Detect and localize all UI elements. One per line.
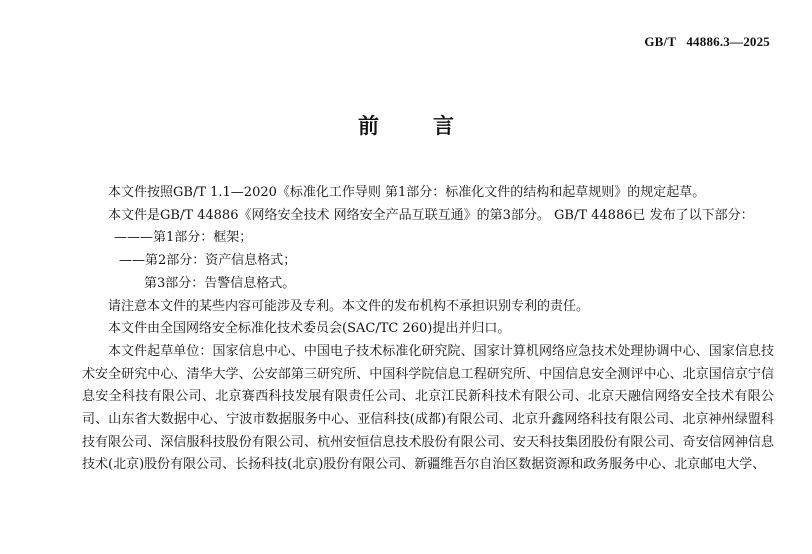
paragraph-drafting-units: 本文件起草单位：国家信息中心、中国电子技术标准化研究院、国家计算机网络应急技术处理协调中心、国家信息技术安全研究中心、清华大学、公安部第三研究所、中国科学院信息工程研究所、中国信息安全测评中心、北京国信京宁信息安全科技有限公司、北京赛西科技发展有限责任公司、北京江民新科技术有限公司、北京天融信网络安全技术有限公司、山东省大数据中心、宁波市数据服务中心、亚信科技(成都)有限公司、北京升鑫网络科技有限公司、北京神州绿盟科技有限公司、深信服科技股份有限公司、杭州安恒信息技术股份有限公司、安天科技集团股份有限公司、奇安信网神信息技术(北京)股份有限公司、长扬科技(北京)股份有限公司、新疆维吾尔自治区数据资源和政务服务中心、北京邮电大学、 [82, 343, 774, 473]
paragraph-part-info: 本文件是GB/T 44886《网络安全技术 网络安全产品互联互通》的第3部分。 GB/T 44886已 发布了以下部分： [108, 207, 754, 223]
title-char: 前 [358, 114, 379, 138]
document-code: GB/T 44886.3—2025 [644, 34, 770, 49]
foreword-body [82, 182, 774, 477]
list-item-part-1: ———第1部分：框架； [114, 230, 253, 246]
list-item-part-3: 第3部分：告警信息格式。 [144, 275, 296, 291]
title-char: 言 [433, 114, 454, 138]
paragraph-drafting-rules: 本文件按照GB/T 1.1—2020《标准化工作导则 第1部分：标准化文件的结构和起草规则》的规定起草。 [108, 185, 706, 200]
paragraph-committee: 本文件由全国网络安全标准化技术委员会(SAC/TC 260)提出并归口。 [108, 321, 511, 337]
list-item-part-2: ——第2部分：资产信息格式； [119, 253, 297, 269]
section-title [0, 110, 812, 140]
paragraph-patent-notice: 请注意本文件的某些内容可能涉及专利。本文件的发布机构不承担识别专利的责任。 [108, 298, 590, 314]
